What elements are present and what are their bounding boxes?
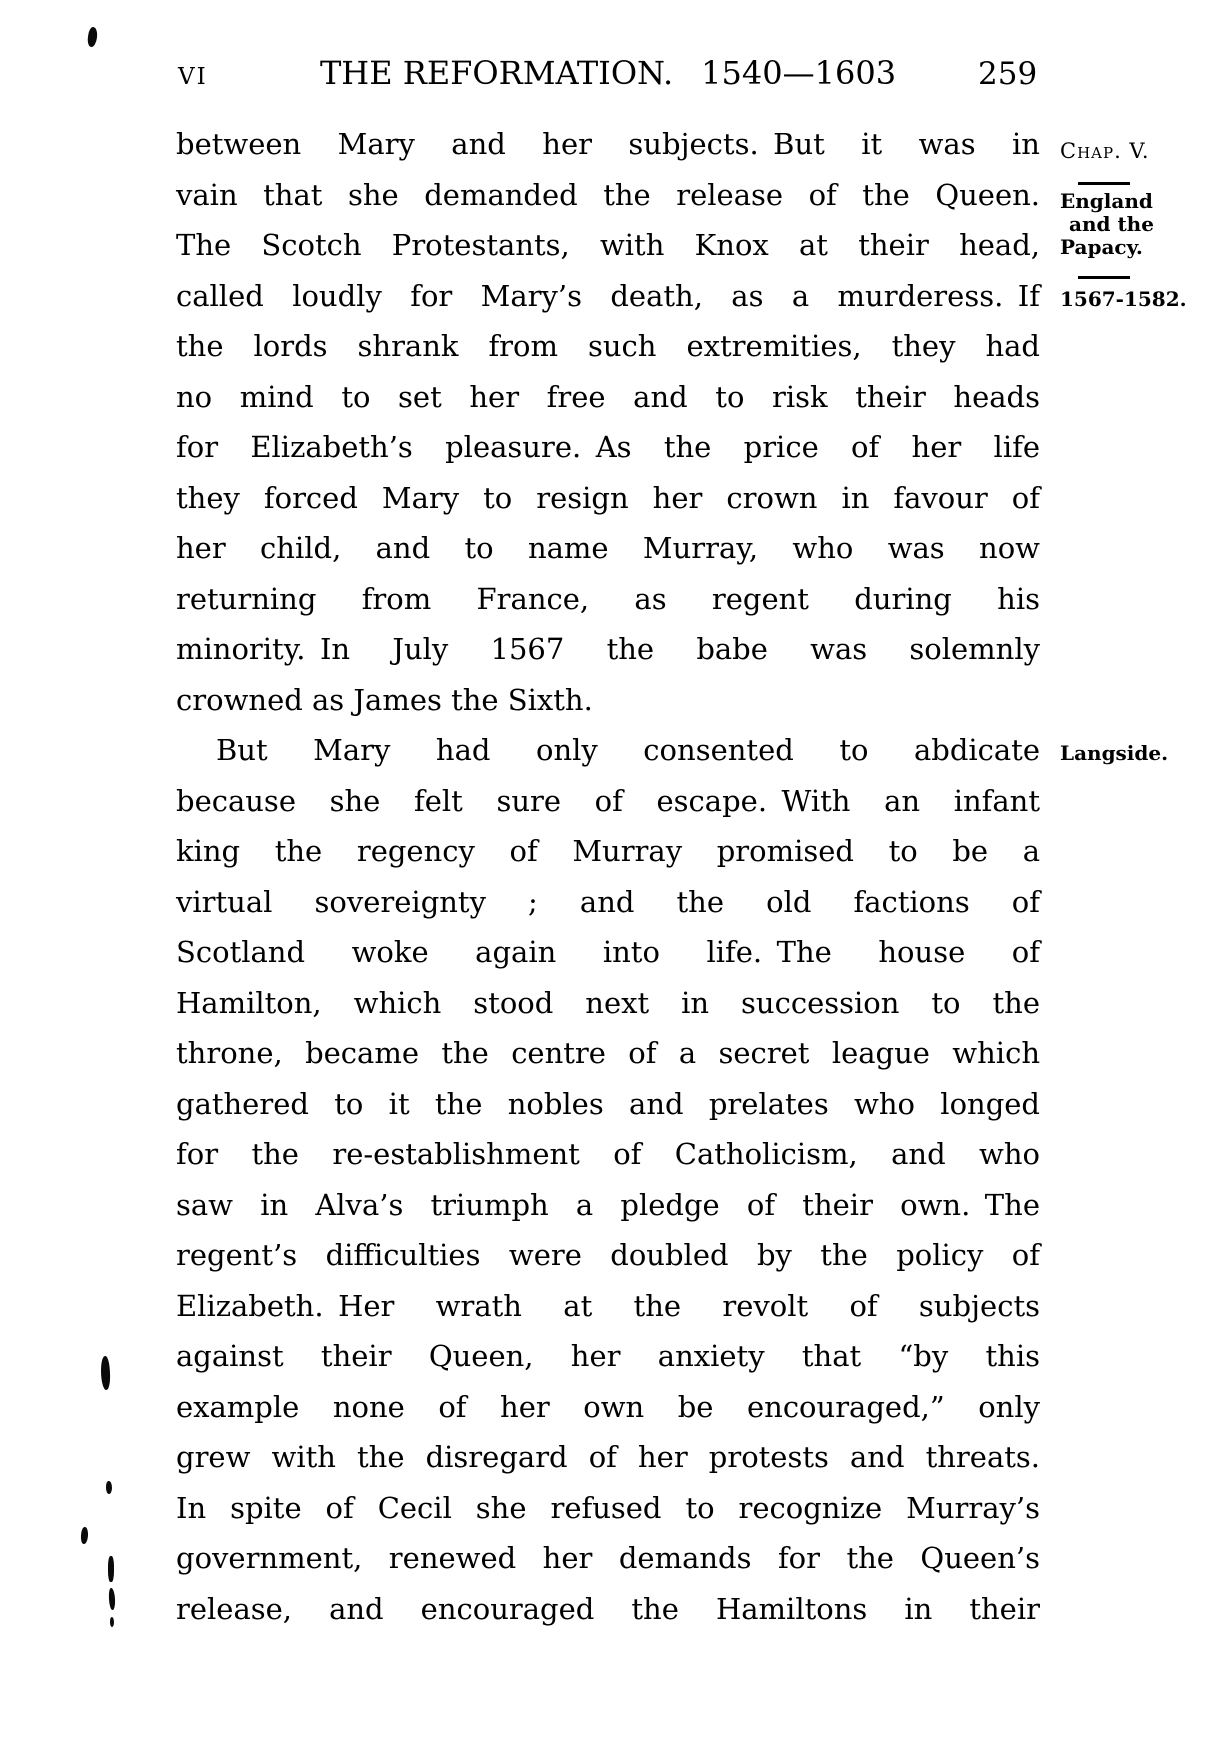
text-line: throne, became the centre of a secret league which bbox=[176, 1036, 1040, 1070]
ink-speck bbox=[106, 1481, 112, 1494]
ink-speck bbox=[108, 1556, 114, 1582]
text-line: crowned as James the Sixth. bbox=[176, 682, 593, 717]
text-line: government, renewed her demands for the Queen’s bbox=[176, 1541, 1040, 1575]
text-line: In spite of Cecil she refused to recognize Murray’s bbox=[176, 1490, 1040, 1525]
text-line: Scotland woke again into life. The house of bbox=[176, 935, 1040, 969]
text-line: returning from France, as regent during his bbox=[176, 581, 1040, 616]
margin-note-section-line: England bbox=[1060, 189, 1153, 213]
text-line: gathered to it the nobles and prelates who longed bbox=[176, 1086, 1040, 1121]
margin-note-langside: Langside. bbox=[1060, 741, 1169, 765]
text-line: against their Queen, her anxiety that “by this bbox=[176, 1339, 1040, 1373]
margin-rule bbox=[1078, 182, 1130, 185]
ink-speck bbox=[108, 1588, 115, 1610]
text-line: her child, and to name Murray, who was now bbox=[176, 531, 1040, 565]
margin-rule bbox=[1078, 276, 1130, 279]
text-line: grew with the disregard of her protests and threats. bbox=[176, 1440, 1040, 1474]
text-line: king the regency of Murray promised to be a bbox=[176, 834, 1040, 868]
text-line: the lords shrank from such extremities, they had bbox=[176, 329, 1040, 363]
text-line: vain that she demanded the release of the Queen. bbox=[176, 177, 1040, 212]
paragraph bbox=[176, 725, 1040, 1634]
page-folio: VI bbox=[178, 64, 208, 90]
text-line: saw in Alva’s triumph a pledge of their own. The bbox=[176, 1187, 1040, 1222]
running-title-text: THE REFORMATION. bbox=[319, 54, 674, 92]
text-line: But Mary had only consented to abdicate bbox=[216, 733, 1040, 767]
ink-speck bbox=[80, 1527, 88, 1545]
text-line: Elizabeth. Her wrath at the revolt of subjects bbox=[176, 1288, 1040, 1323]
text-line: for Elizabeth’s pleasure. As the price of her life bbox=[176, 430, 1040, 464]
text-line: regent’s difficulties were doubled by the policy of bbox=[176, 1238, 1040, 1272]
running-dates: 1540—1603 bbox=[701, 54, 897, 92]
text-line: virtual sovereignty ; and the old factions of bbox=[176, 884, 1040, 919]
margin-note-section-line: and the bbox=[1069, 212, 1154, 236]
text-line: release, and encouraged the Hamiltons in their bbox=[176, 1591, 1040, 1626]
text-line: called loudly for Mary’s death, as a murderess. If bbox=[176, 278, 1040, 313]
text-line: because she felt sure of escape. With an infant bbox=[176, 783, 1040, 818]
ink-speck bbox=[87, 26, 99, 47]
ink-speck bbox=[100, 1356, 111, 1391]
page-number: 259 bbox=[978, 56, 1038, 92]
text-line: Hamilton, which stood next in succession to the bbox=[176, 985, 1040, 1020]
paragraph bbox=[176, 119, 1040, 725]
running-header bbox=[176, 54, 1040, 98]
body-text bbox=[176, 119, 1040, 1634]
margin-note-chapter: Chap. V. bbox=[1060, 139, 1150, 163]
text-line: minority. In July 1567 the babe was solemnly bbox=[176, 632, 1040, 666]
ink-speck bbox=[110, 1617, 114, 1627]
text-line: The Scotch Protestants, with Knox at their head, bbox=[176, 228, 1040, 262]
text-line: between Mary and her subjects. But it was in bbox=[176, 127, 1040, 161]
text-line: they forced Mary to resign her crown in favour of bbox=[176, 480, 1040, 515]
text-line: no mind to set her free and to risk their heads bbox=[176, 379, 1040, 414]
margin-note-section bbox=[1060, 190, 1210, 259]
margin-note-dates: 1567-1582. bbox=[1060, 287, 1187, 311]
running-title bbox=[176, 54, 1040, 92]
text-line: example none of her own be encouraged,” only bbox=[176, 1389, 1040, 1424]
text-line: for the re-establishment of Catholicism, and who bbox=[176, 1137, 1040, 1171]
margin-note-section-line: Papacy. bbox=[1060, 235, 1143, 259]
